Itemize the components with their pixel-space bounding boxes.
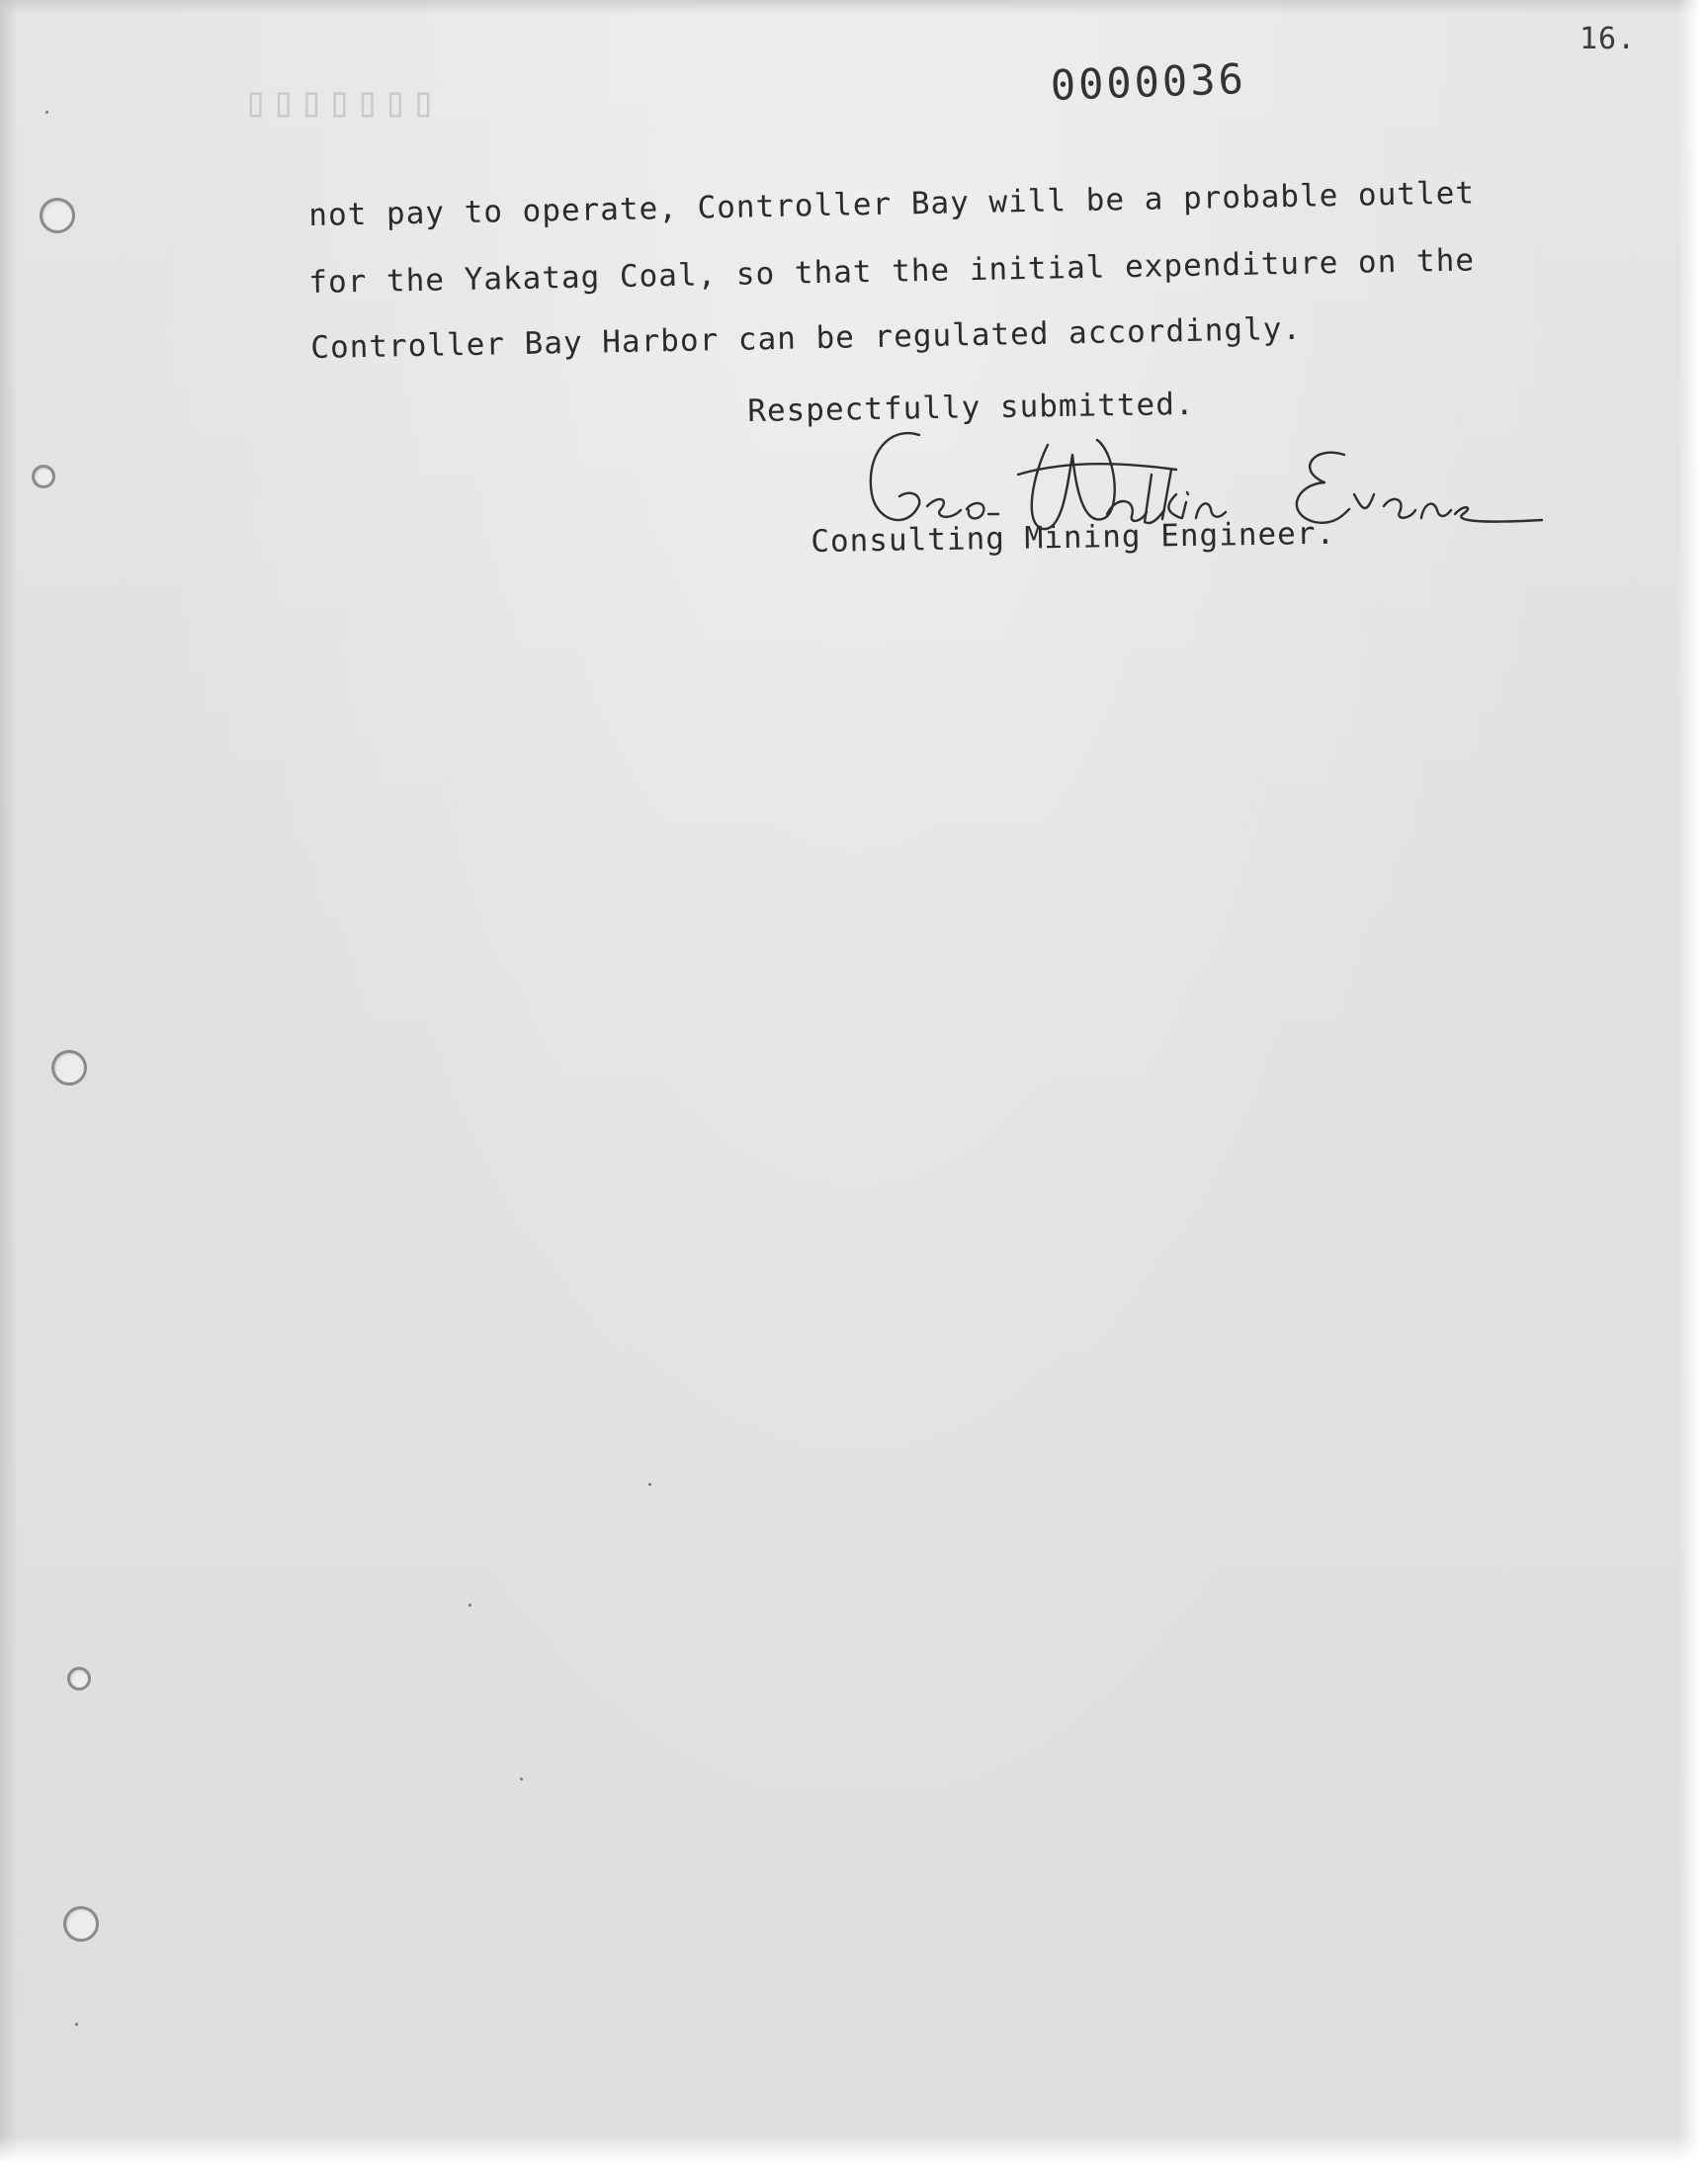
scan-edge-left <box>0 0 18 2175</box>
scan-speck <box>469 1604 471 1607</box>
scan-speck <box>520 1778 523 1781</box>
scan-speck <box>648 1483 651 1486</box>
scan-speck <box>75 2023 78 2026</box>
scan-speck <box>45 111 48 114</box>
faded-bleedthrough-mark: ▯▯▯▯▯▯▯ <box>243 77 440 126</box>
signer-title: Consulting Mining Engineer. <box>811 515 1336 560</box>
body-line-3: Controller Bay Harbor can be regulated accordingly. <box>310 310 1303 366</box>
punch-hole <box>63 1906 99 1942</box>
scan-edge-bottom <box>0 2135 1708 2175</box>
page-number: 16. <box>1580 22 1637 56</box>
body-line-1: not pay to operate, Controller Bay will be a probable outlet <box>308 175 1476 233</box>
punch-hole <box>40 198 75 233</box>
scan-edge-top <box>0 0 1708 14</box>
body-line-2: for the Yakatag Coal, so that the initial expenditure on the <box>308 242 1476 301</box>
scan-edge-right <box>1678 0 1708 2175</box>
punch-hole <box>67 1667 91 1691</box>
punch-hole <box>51 1050 87 1086</box>
closing-salutation: Respectfully submitted. <box>747 386 1195 429</box>
punch-hole <box>32 465 55 488</box>
document-control-number: 0000036 <box>1050 54 1247 110</box>
